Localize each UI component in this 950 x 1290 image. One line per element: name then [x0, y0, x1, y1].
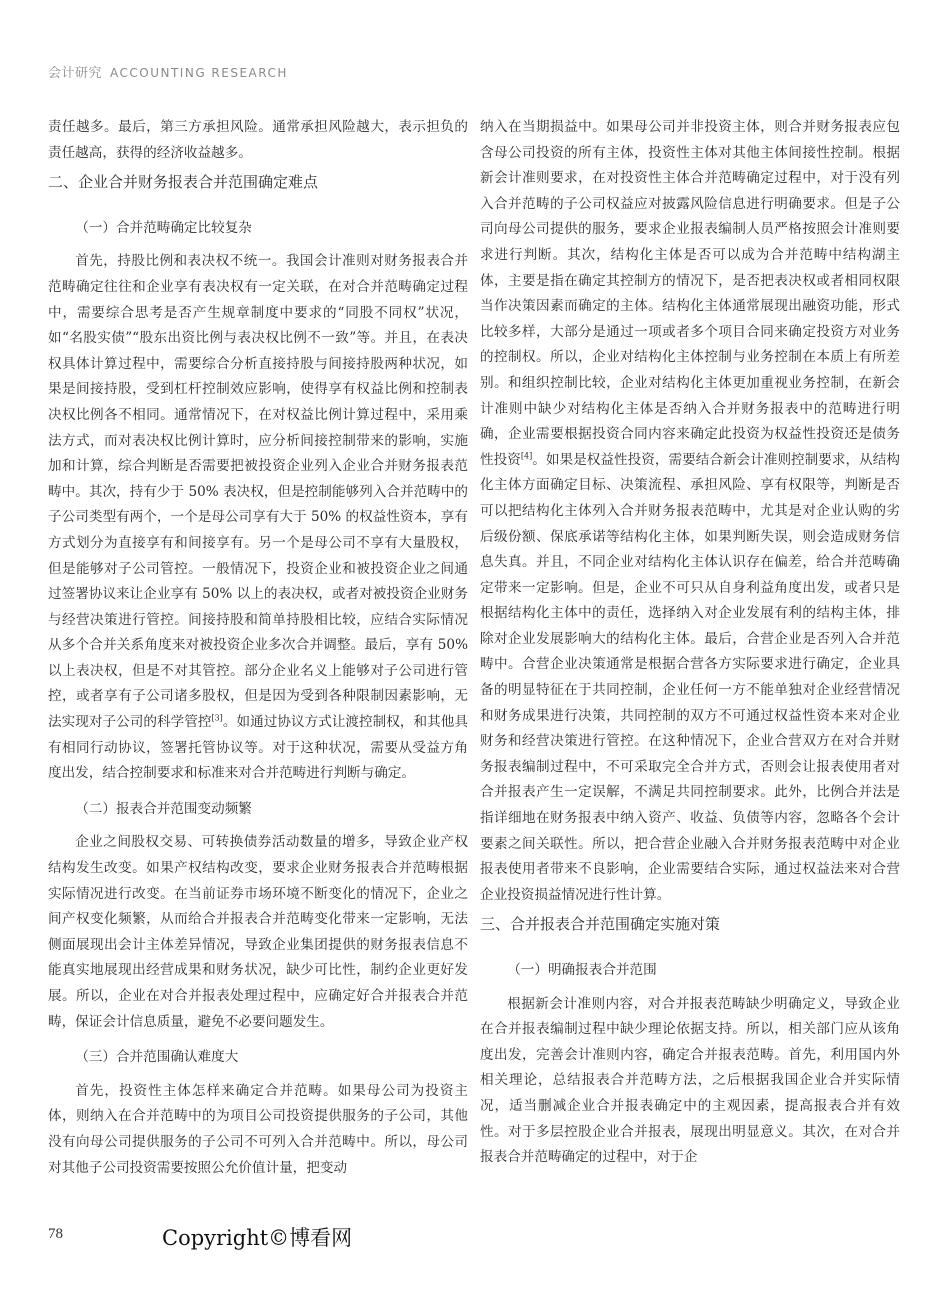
- citation-marker: [3]: [211, 713, 223, 723]
- paragraph-text: 纳入在当期损益中。如果母公司并非投资主体，则合并财务报表应包含母公司投资的所有主体，投资性主体对其他主体间接性控制。根据新会计准则要求，在对投资性主体合并范畴确定过程中，对于没有列入合并范畴的子公司权益应对披露风险信息进行明确要求。但是子公司向母公司提供的服务，要求企业报表编制人员严格按照会计准则要求进行判断。其次，结构化主体是否可以成为合并范畴中结构湖主体，主要是指在确定其控制方的情况下，是否把表决权或者相同权限当作决策因素而确定的主体。结构化主体通常展现出融资功能，形式比较多样，大部分是通过一项或者多个项目合同来确定投资方对业务的控制权。所以，企业对结构化主体控制与业务控制在本质上有所差别。和组织控制比较，企业对结构化主体更加重视业务控制，在新会计准则中缺少对结构化主体是否纳入合并财务报表中的范畴进行明确，企业需要根据投资合同内容来确定此投资为权益性投资还是债务性投资: [480, 119, 900, 468]
- journal-title-en: ACCOUNTING RESEARCH: [110, 66, 288, 80]
- subsection-heading: （一）合并范畴确定比较复杂: [75, 219, 252, 236]
- paragraph-text: 首先，持股比例和表决权不统一。我国会计准则对财务报表合并范畴确定往往和企业享有表决权有一定关联，在对合并范畴确定过程中，需要综合思考是否产生规章制度中要求的“同股不同权”状况，如“名股实债”“股东出资比例与表决权比例不一致”等。并且，在表决权具体计算过程中，需要综合分析直接持股与间接持股两种状况，如果是间接持股，受到杠杆控制效应影响，使得享有权益比例和控制表决权比例各不相同。通常情况下，在对权益比例计算过程中，采用乘法方式，而对表决权比例计算时，应分析间接控制带来的影响，实施加和计算，综合判断是否需要把被投资企业列入企业合并财务报表范畴中。其次，持有少于 50% 表决权，但是控制能够列入合并范畴中的子公司类型有两个，一个是母公司享有大于 50% 的权益性资本，享有方式划分为直接享有和间接享有。另一个是母公司不享有大量股权，但是能够对子公司管控。一般情况下，投资企业和被投资企业之间通过签署协议来让企业享有 50% 以上的表决权，或者对被投资企业财务与经营决策进行管控。间接持股和简单持股相比较，应结合实际情况从多个合并关系角度来对被投资企业多次合并调整。最后，享有 50% 以上表决权，但是不对其管控。部分企业名义上能够对子公司进行管控，或者享有子公司诸多股权，但是因为受到各种限制因素影响，无法实现对子公司的科学管控: [48, 253, 468, 731]
- subsection-heading: （一）明确报表合并范围: [507, 962, 657, 978]
- section-heading: 二、企业合并财务报表合并范围确定难点: [48, 173, 319, 192]
- paragraph: 责任越多。最后，第三方承担风险。通常承担风险越大，表示担负的责任越高，获得的经济收益越多。: [48, 119, 468, 161]
- citation-marker: [4]: [520, 451, 533, 461]
- paragraph: 根据新会计准则内容，对合并报表范畴缺少明确定义，导致企业在合并报表编制过程中缺少理论依据支持。所以，相关部门应从该角度出发，完善会计准则内容，确定合并报表范畴。首先，利用国内外相关理论，总结报表合并范畴方法，之后根据我国企业合并实际情况，适当删减企业合并报表确定中的主观因素，提高报表合并有效性。对于多层控股企业合并报表，展现出明显意义。其次，在对合并报表合并范畴确定的过程中，对于企: [480, 995, 900, 1166]
- section-heading: 三、合并报表合并范围确定实施对策: [480, 915, 721, 934]
- paragraph: 首先，投资性主体怎样来确定合并范畴。如果母公司为投资主体，则纳入在合并范畴中的为项目公司投资提供服务的子公司，其他没有向母公司提供服务的子公司不可列入合并范畴中。所以，母公司对其他子公司投资需要按照公允价值计量，把变动: [48, 1082, 468, 1176]
- running-head: [48, 62, 288, 81]
- paragraph-text: 。如通过协议方式让渡控制权，和其他具有相同行动协议，签署托管协议等。对于这种状况，需要从受益方角度出发，结合控制要求和标准来对合并范畴进行判断与确定。: [48, 714, 469, 782]
- left-column: [48, 115, 468, 1181]
- right-column: [480, 115, 900, 1171]
- subsection-heading: （二）报表合并范围变动频繁: [75, 800, 252, 817]
- journal-title-cn: 会计研究: [48, 66, 103, 81]
- subsection-heading: （三）合并范围确认难度大: [75, 1049, 239, 1066]
- paragraph: [48, 249, 468, 786]
- paragraph: 企业之间股权交易、可转换债券活动数量的增多，导致企业产权结构发生改变。如果产权结构改变，要求企业财务报表合并范畴根据实际情况进行改变。在当前证券市场环境不断变化的情况下，企业之间产权变化频繁，从而给合并报表合并范畴变化带来一定影响，无法侧面展现出会计主体差异情况，导致企业集团提供的财务报表信息不能真实地展现出经营成果和财务状况，缺少可比性，制约企业更好发展。所以，企业在对合并报表处理过程中，应确定好合并报表合并范畴，保证会计信息质量，避免不必要问题发生。: [48, 834, 468, 1030]
- page-number: 78: [48, 1226, 63, 1242]
- paragraph-text: 。如果是权益性投资，需要结合新会计准则控制要求，从结构化主体方面确定目标、决策流程、承担风险、享有权限等，判断是否可以把结构化主体列入合并财务报表范畴中，尤其是对企业认购的劣后级份额、保底承诺等结构化主体，如果判断失误，则会造成财务信息失真。并且，不同企业对结构化主体认识存在偏差，给合并范畴确定带来一定影响。但是，企业不可只从自身利益角度出发，或者只是根据结构化主体中的责任，选择纳入对企业发展有利的结构主体，排除对企业发展影响大的结构化主体。最后，合营企业是否列入合并范畴中。合营企业决策通常是根据合营各方实际要求进行确定，企业具备的明显特征在于共同控制，企业任何一方不能单独对企业经营情况和财务成果进行决策，共同控制的双方不可通过权益性资本来对企业财务和经营决策进行管控。在这种情况下，企业合营双方在对合并财务报表编制过程中，不可采取完全合并方式，否则会让报表使用者对合并报表产生一定误解，不满足共同控制要求。此外，比例合并法是指详细地在财务报表中纳入资产、收益、负债等内容，忽略各个会计要素之间关联性。所以，把合营企业融入合并财务报表范畴中对企业报表使用者带来不良影响，企业需要结合实际，通过权益法来对合营企业投资损益情况进行性计算。: [480, 451, 901, 903]
- paragraph: [480, 115, 900, 908]
- copyright-notice: Copyright©博看网: [162, 1226, 353, 1250]
